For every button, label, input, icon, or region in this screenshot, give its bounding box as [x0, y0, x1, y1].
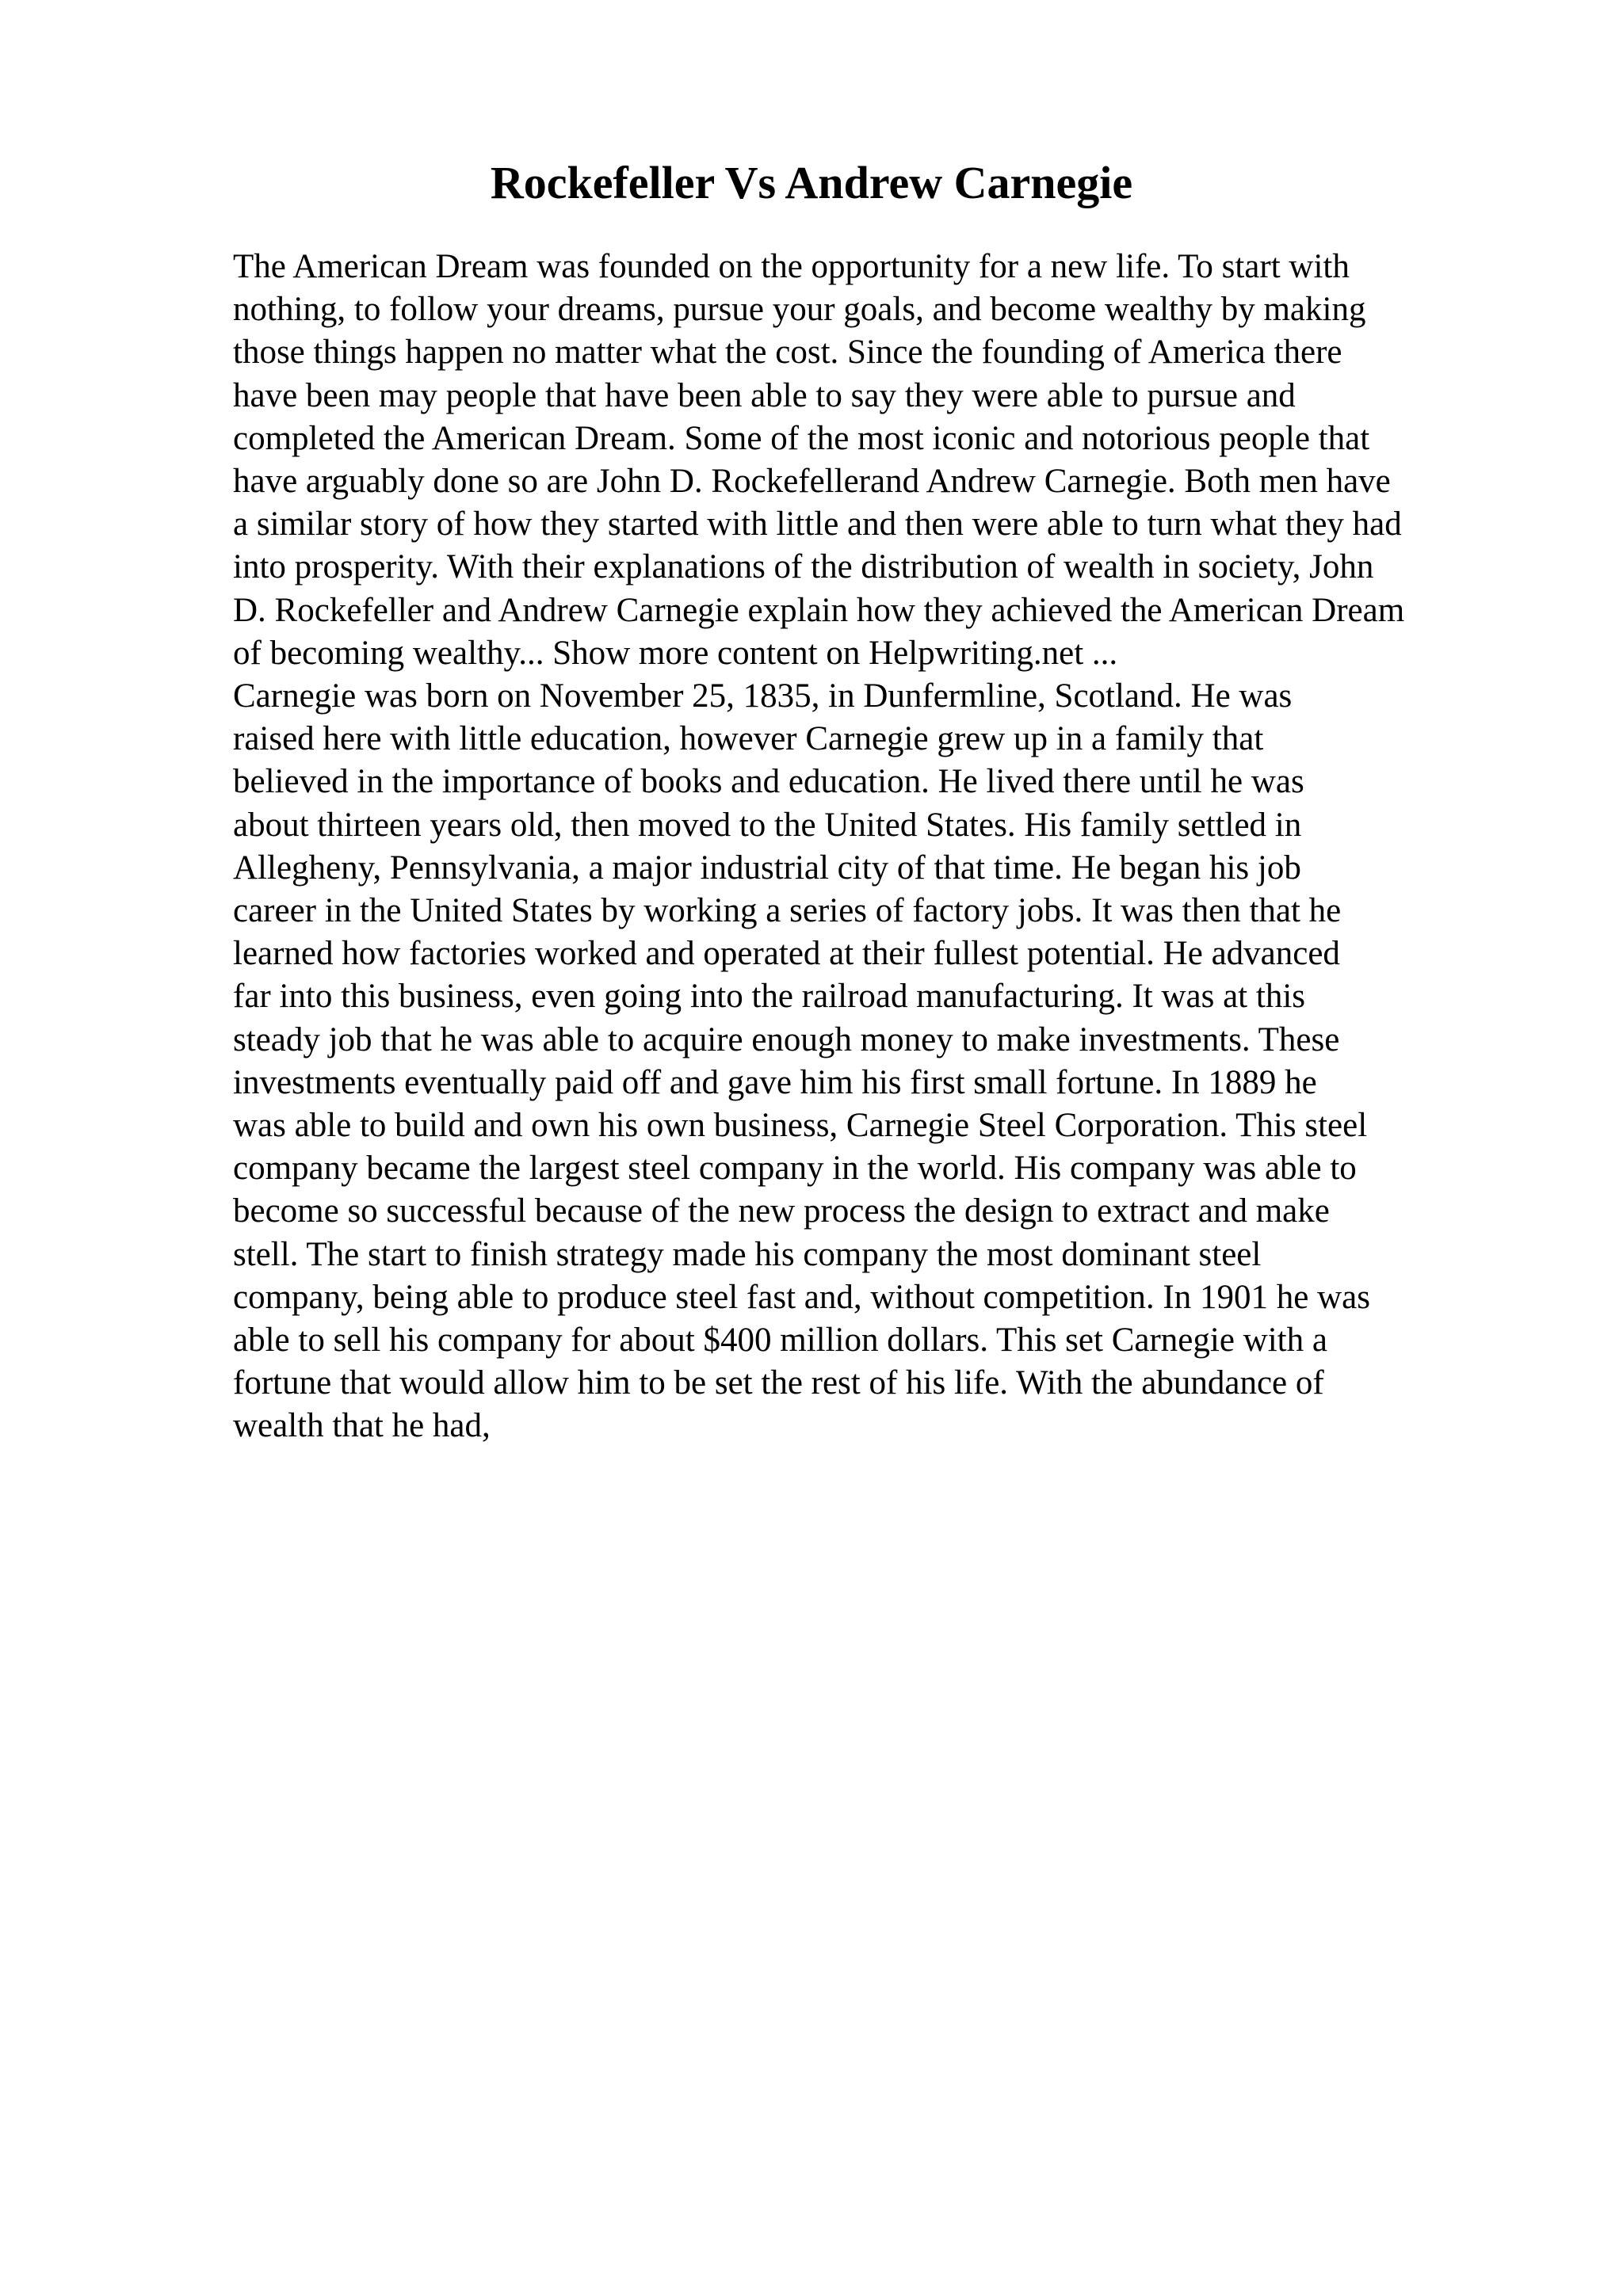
- text-line: believed in the importance of books and education. He lived there until he was: [233, 763, 1304, 801]
- text-line: have been may people that have been able to say they were able to pursue and: [233, 376, 1296, 414]
- text-line: learned how factories worked and operated at their fullest potential. He advanced: [233, 935, 1340, 973]
- text-line: fortune that would allow him to be set the rest of his life. With the abundance of: [233, 1364, 1324, 1402]
- text-line: company became the largest steel company in the world. His company was able to: [233, 1150, 1357, 1188]
- text-line: stell. The start to finish strategy made his company the most dominant steel: [233, 1235, 1262, 1273]
- document-body: [233, 246, 1549, 1448]
- text-line: have arguably done so are John D. Rockefellerand Andrew Carnegie. Both men have: [233, 463, 1391, 501]
- text-line: completed the American Dream. Some of the most iconic and notorious people that: [233, 419, 1370, 457]
- text-line: a similar story of how they started with little and then were able to turn what they had: [233, 505, 1402, 543]
- text-line: become so successful because of the new process the design to extract and make: [233, 1192, 1330, 1230]
- text-line: those things happen no matter what the cost. Since the founding of America there: [233, 334, 1342, 372]
- text-line: Allegheny, Pennsylvania, a major industrial city of that time. He began his job: [233, 849, 1301, 887]
- document-title: Rockefeller Vs Andrew Carnegie: [490, 157, 1133, 208]
- text-line: was able to build and own his own business, Carnegie Steel Corporation. This steel: [233, 1107, 1368, 1145]
- text-line: of becoming wealthy... Show more content on Helpwriting.net ...: [233, 634, 1118, 672]
- text-line: company, being able to produce steel fast and, without competition. In 1901 he was: [233, 1278, 1370, 1316]
- text-line: The American Dream was founded on the opportunity for a new life. To start with: [233, 248, 1350, 285]
- text-line: into prosperity. With their explanations of the distribution of wealth in society, John: [233, 548, 1374, 586]
- text-line: D. Rockefeller and Andrew Carnegie explain how they achieved the American Dream: [233, 591, 1405, 629]
- text-line: raised here with little education, however Carnegie grew up in a family that: [233, 720, 1264, 758]
- text-line: nothing, to follow your dreams, pursue your goals, and become wealthy by making: [233, 291, 1366, 329]
- text-line: investments eventually paid off and gave him his first small fortune. In 1889 he: [233, 1063, 1317, 1101]
- text-line: far into this business, even going into the railroad manufacturing. It was at this: [233, 978, 1306, 1016]
- text-line: steady job that he was able to acquire enough money to make investments. These: [233, 1020, 1340, 1058]
- text-line: career in the United States by working a series of factory jobs. It was then that he: [233, 892, 1342, 930]
- text-line: about thirteen years old, then moved to the United States. His family settled in: [233, 806, 1302, 844]
- text-line: able to sell his company for about $400 million dollars. This set Carnegie with a: [233, 1322, 1327, 1360]
- text-line: Carnegie was born on November 25, 1835, in Dunfermline, Scotland. He was: [233, 677, 1293, 715]
- text-line: wealth that he had,: [233, 1407, 491, 1445]
